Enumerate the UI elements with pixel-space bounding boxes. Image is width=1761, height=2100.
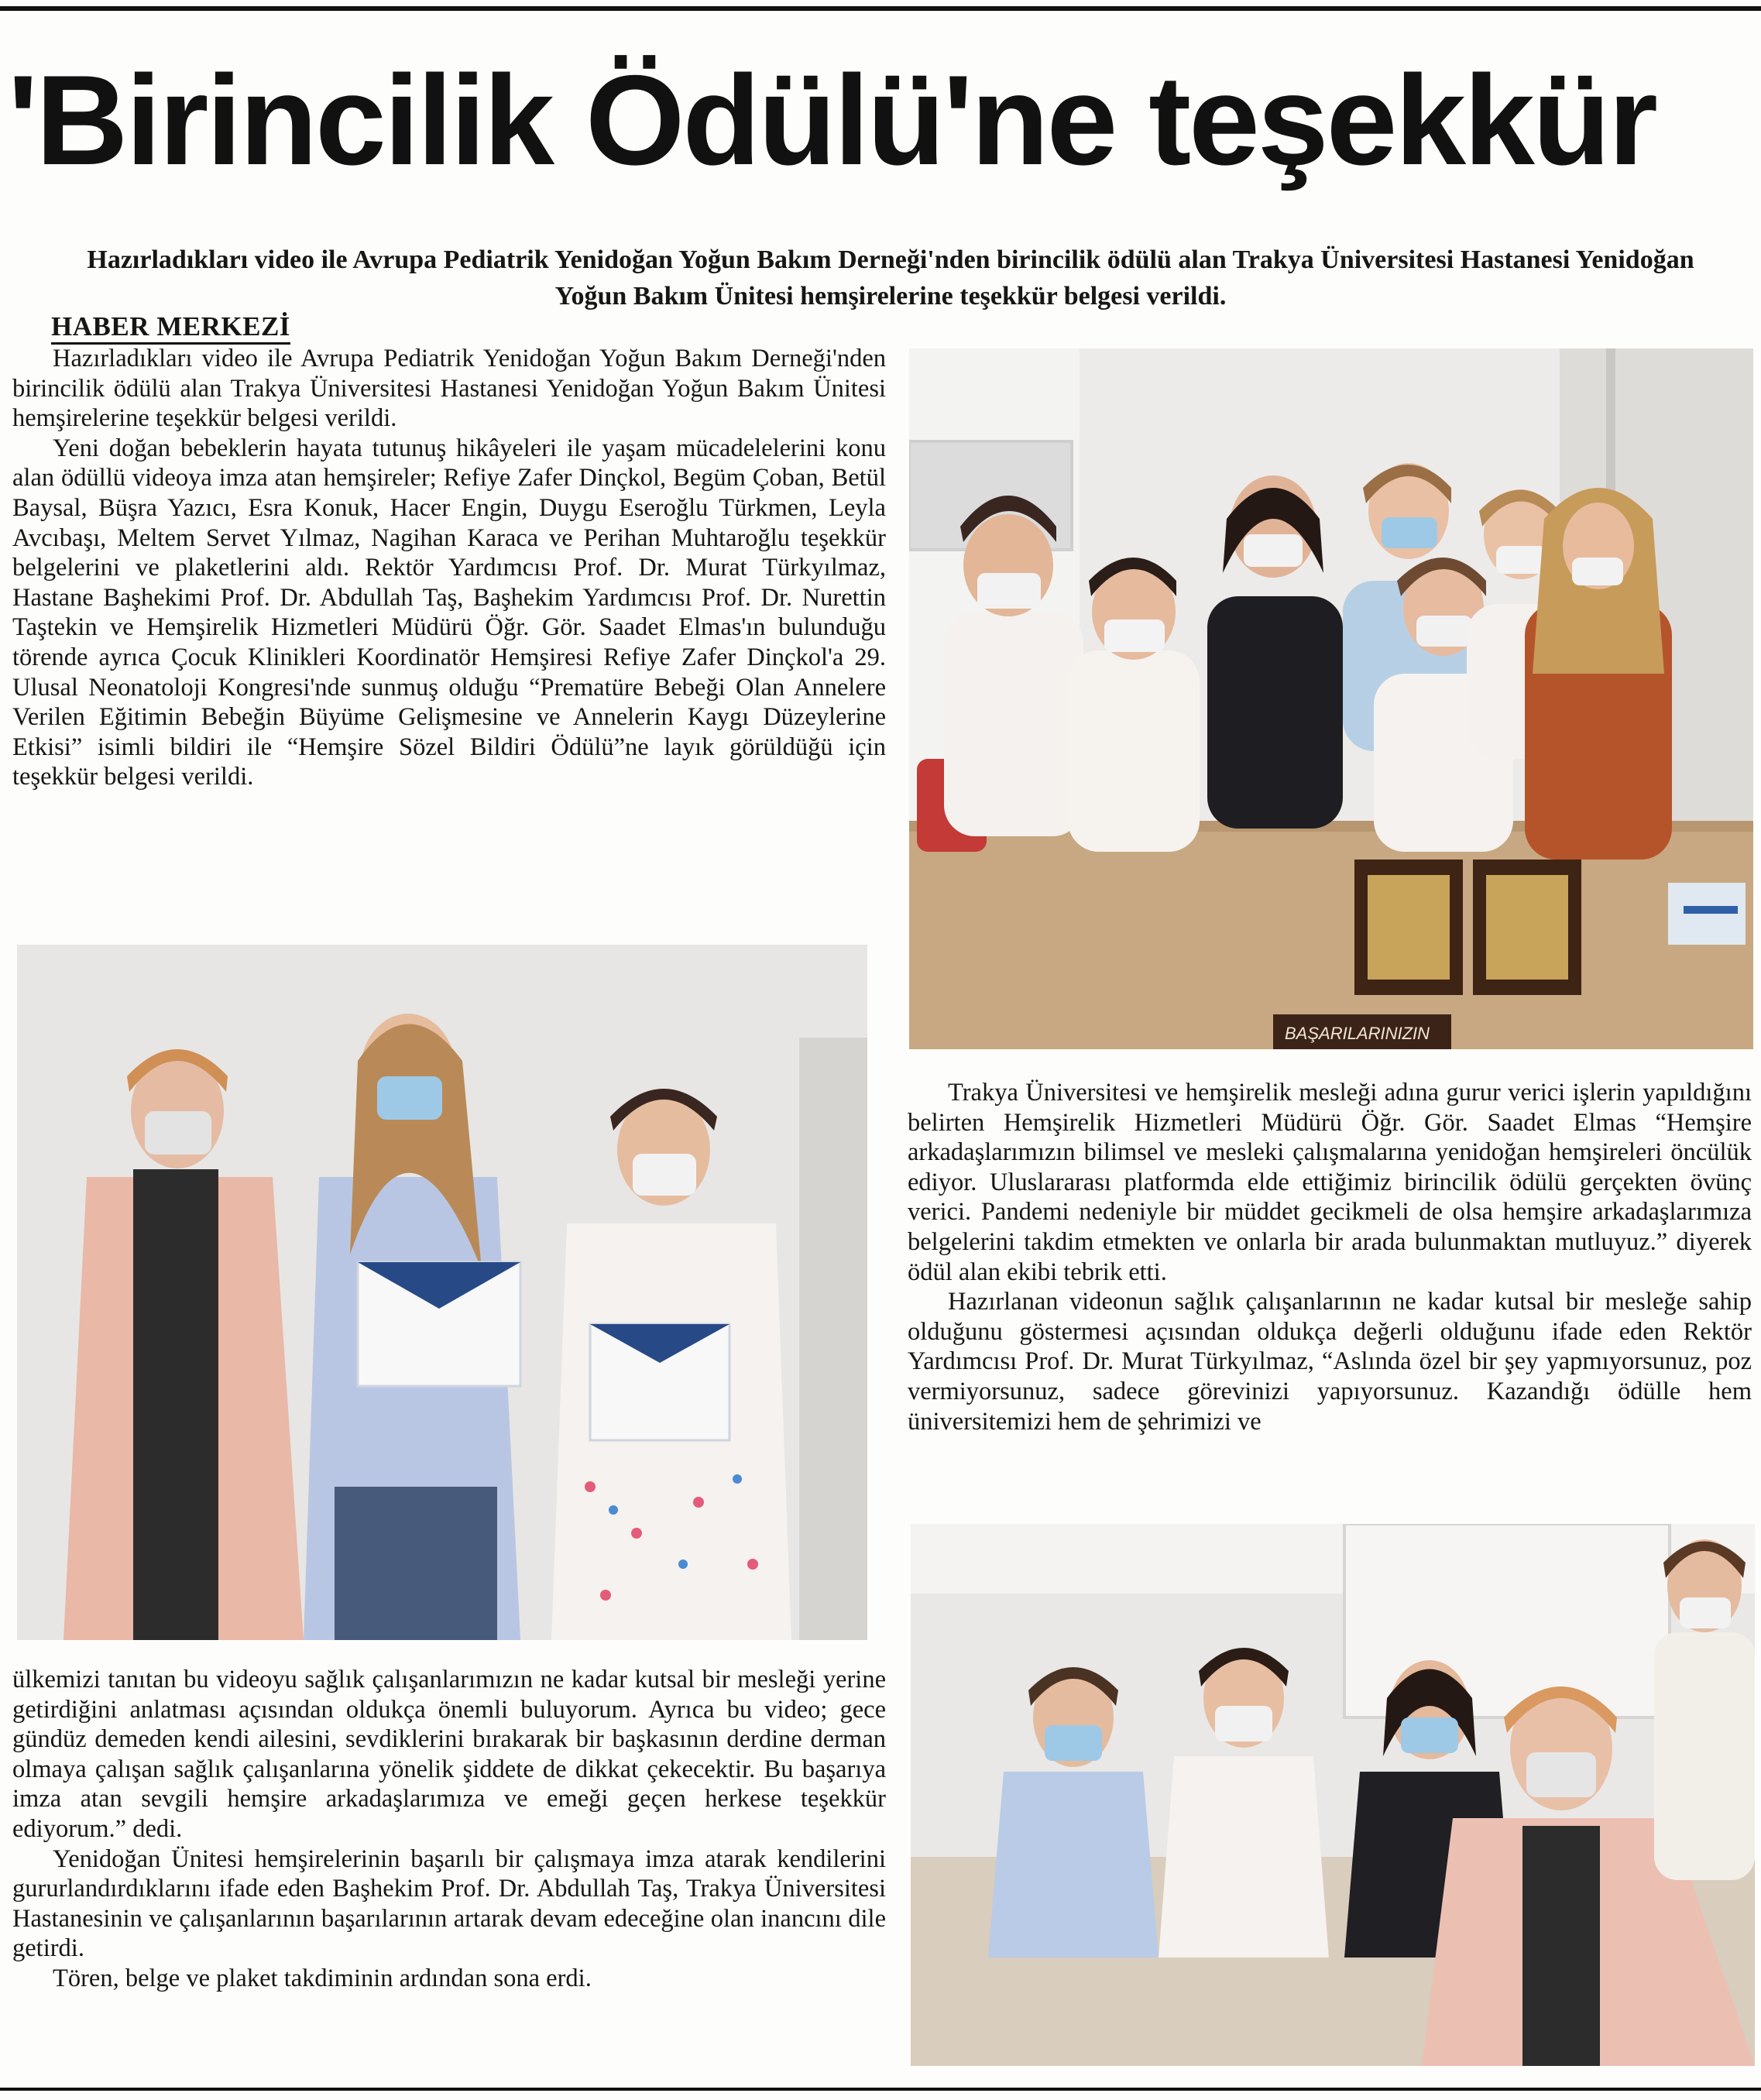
article-column-right bbox=[908, 1078, 1752, 1436]
top-rule bbox=[0, 6, 1761, 11]
paragraph: Hazırlanan videonun sağlık çalışanlarının ne kadar kutsal bir mesleğe sahip olduğunu göstermesi açısından oldukça değerli olduğunu ifade eden Rektör Yardımcısı Prof. Dr. Murat Türkyılmaz, “Aslında özel bir şey yapmıyorsunuz, poz vermiyorsunuz, sadece görevinizi yapıyorsunuz. Kazandığı ödülle hem üniversitemizi hem de şehrimizi ve bbox=[908, 1288, 1752, 1436]
photo-meeting-table bbox=[911, 1524, 1755, 2066]
paragraph: ülkemizi tanıtan bu videoyu sağlık çalışanlarımızın ne kadar kutsal bir mesleği yerine getirdiğini anlatması açısından oldukça önemli buluyorum. Ayrıca bu video; gece gündüz demeden kendi ailesini, sevdiklerini bırakarak bir başkasının derdine derman olmaya çalışan sağlık çalışanlarına yönelik şiddete de dikkat çekecektir. Bu başarıya imza atan sevgili hemşire arkadaşlarımıza ve emeği geçen herkese teşekkür ediyorum.” dedi. bbox=[12, 1666, 886, 1843]
article-column-left-top bbox=[12, 344, 886, 792]
byline: HABER MERKEZİ bbox=[51, 311, 290, 345]
headline: 'Birincilik Ödülü'ne teşekkür bbox=[8, 49, 1656, 191]
paragraph: Tören, belge ve plaket takdiminin ardından sona erdi. bbox=[53, 1964, 592, 1992]
paragraph: Trakya Üniversitesi ve hemşirelik mesleği adına gurur verici işlerin yapıldığını belirten Hemşirelik Hizmetleri Müdürü Öğr. Gör. Saadet Elmas “Hemşire arkadaşlarımızın bilimsel ve mesleki çalışmalarına yenidoğan hemşireleri öncülük ediyor. Uluslararası platformda elde ettiğimiz birincilik ödülü gerçekten övünç verici. Pandemi nedeniyle bir müddet gecikmeli de olsa hemşire arkadaşlarımıza belgelerini takdim etmekten ve onlarla bir arada bulunmaktan mutluyuz.” diyerek ödül alan ekibi tebrik etti. bbox=[908, 1079, 1752, 1286]
article-deck: Hazırladıkları video ile Avrupa Pediatrik Yenidoğan Yoğun Bakım Derneği'nden birincilik ödülü alan Trakya Üniversitesi Hastanesi Yenidoğan Yoğun Bakım Ünitesi hemşirelerine teşekkür belgesi verildi. bbox=[87, 245, 1694, 311]
paragraph: Yeni doğan bebeklerin hayata tutunuş hikâyeleri ile yaşam mücadelelerini konu alan ödüllü videoya imza atan hemşireler; Refiye Zafer Dinçkol, Begüm Çoban, Betül Baysal, Büşra Yazıcı, Esra Konuk, Hacer Engin, Duygu Eseroğlu Türkmen, Leyla Avcıbaşı, Meltem Servet Yılmaz, Nagihan Karaca ve Perihan Muhtaroğlu teşekkür belgelerini ve plaketlerini aldı. Rektör Yardımcısı Prof. Dr. Murat Türkyılmaz, Hastane Başhekimi Prof. Dr. Abdullah Taş, Başhekim Yardımcısı Prof. Dr. Nurettin Taştekin ve Hemşirelik Hizmetleri Müdürü Öğr. Gör. Saadet Elmas'ın bulunduğu törende ayrıca Çocuk Klinikleri Koordinatör Hemşiresi Refiye Zafer Dinçkol'a 29. Ulusal Neonatoloji Kongresi'nde sunmuş olduğu “Prematüre Bebeği Olan Annelere Verilen Eğitimin Bebeğin Büyüme Gelişmesine ve Annelerin Kaygı Düzeylerine Etkisi” isimli bildiri ile “Hemşire Sözel Bildiri Ödülü”ne layık görüldüğü için teşekkür belgesi verildi. bbox=[12, 434, 886, 791]
paragraph: Hazırladıkları video ile Avrupa Pediatrik Yenidoğan Yoğun Bakım Derneği'nden birincilik ödülü alan Trakya Üniversitesi Hastanesi Yenidoğan Yoğun Bakım Ünitesi hemşirelerine teşekkür belgesi verildi. bbox=[12, 345, 886, 433]
photo-group-with-plaques bbox=[909, 348, 1753, 1049]
cake-inscription: BAŞARILARINIZIN bbox=[1285, 1024, 1430, 1043]
paragraph: Yenidoğan Ünitesi hemşirelerinin başarılı bir çalışmaya imza atarak kendilerini gururlandırdıklarını ifade eden Başhekim Prof. Dr. Abdullah Taş, Trakya Üniversitesi Hastanesinin ve çalışanlarının başarılarının artarak devam edeceğine olan inancını dile getirdi. bbox=[12, 1844, 886, 1963]
bottom-rule bbox=[0, 2088, 1761, 2091]
article-column-left-bottom bbox=[12, 1665, 886, 1994]
photo-certificate-holders bbox=[17, 945, 867, 1640]
